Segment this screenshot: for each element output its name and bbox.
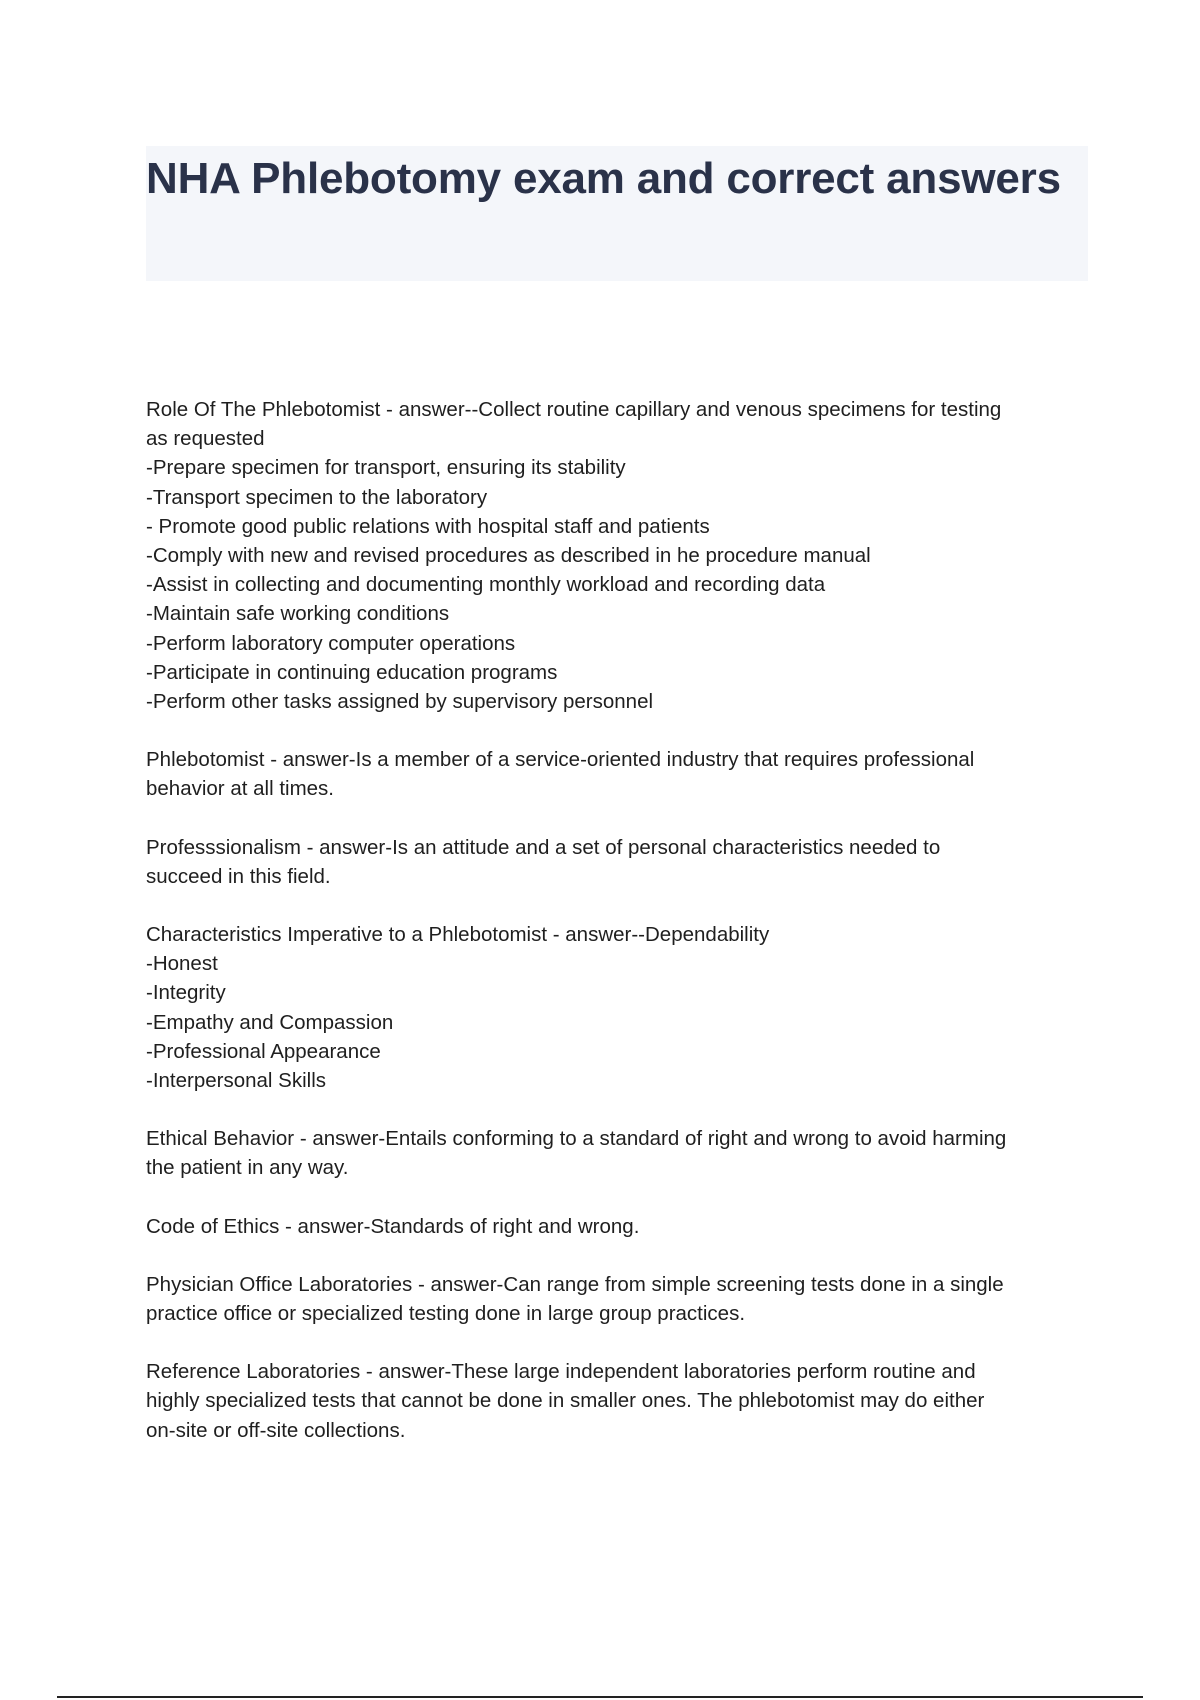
qa-entry-line: -Comply with new and revised procedures as described in he procedure manual (146, 544, 871, 568)
qa-entry-line: -Prepare specimen for transport, ensuring its stability (146, 456, 626, 480)
qa-entry-line: -Assist in collecting and documenting monthly workload and recording data (146, 573, 826, 597)
qa-entry (146, 745, 1096, 803)
qa-entry (146, 833, 1096, 891)
qa-entry-line: -Transport specimen to the laboratory (146, 485, 488, 509)
qa-entry-line: -Interpersonal Skills (146, 1069, 327, 1093)
qa-entry-line: the patient in any way. (146, 1156, 349, 1180)
bottom-divider (57, 1696, 1143, 1698)
qa-entry (146, 920, 1096, 1095)
qa-entry-line: on-site or off-site collections. (146, 1418, 406, 1442)
qa-entry-line: -Professional Appearance (146, 1039, 381, 1063)
qa-entry-line: -Participate in continuing education programs (146, 660, 558, 684)
qa-entry (146, 395, 1096, 716)
qa-entry-line: -Perform laboratory computer operations (146, 631, 516, 655)
qa-entry-line: -Honest (146, 952, 218, 976)
qa-entry-line: practice office or specialized testing done in large group practices. (146, 1302, 746, 1326)
qa-entry-term-line: Code of Ethics - answer-Standards of right and wrong. (146, 1214, 640, 1238)
qa-entry-line: -Perform other tasks assigned by supervisory personnel (146, 690, 654, 714)
qa-entry (146, 1357, 1096, 1445)
qa-entry-term-line: Characteristics Imperative to a Phlebotomist - answer--Dependability (146, 923, 770, 947)
qa-content (146, 395, 1096, 1474)
document-title: NHA Phlebotomy exam and correct answers (146, 154, 1061, 203)
qa-entry-term-line: Professsionalism - answer-Is an attitude and a set of personal characteristics needed to (146, 835, 941, 859)
qa-entry-line: succeed in this field. (146, 864, 331, 888)
qa-entry-term-line: Ethical Behavior - answer-Entails conforming to a standard of right and wrong to avoid harming (146, 1127, 1007, 1151)
qa-entry-term-line: Physician Office Laboratories - answer-Can range from simple screening tests done in a single (146, 1272, 1004, 1296)
qa-entry (146, 1124, 1096, 1182)
title-box (146, 146, 1088, 281)
qa-entry-term-line: Phlebotomist - answer-Is a member of a service-oriented industry that requires professional (146, 748, 975, 772)
qa-entry-term-line: Reference Laboratories - answer-These large independent laboratories perform routine and (146, 1360, 976, 1384)
qa-entry-line: as requested (146, 427, 265, 451)
qa-entry-term-line: Role Of The Phlebotomist - answer--Collect routine capillary and venous specimens for testing (146, 398, 1002, 421)
qa-entry-line: behavior at all times. (146, 777, 335, 801)
qa-entry-line: -Maintain safe working conditions (146, 602, 450, 626)
qa-entry (146, 1212, 1096, 1241)
qa-entry-line: highly specialized tests that cannot be done in smaller ones. The phlebotomist may do either (146, 1389, 985, 1413)
qa-entry-line: -Empathy and Compassion (146, 1010, 394, 1034)
qa-entry (146, 1270, 1096, 1328)
qa-entry-line: -Integrity (146, 981, 226, 1005)
qa-entry-line: - Promote good public relations with hospital staff and patients (146, 514, 710, 538)
